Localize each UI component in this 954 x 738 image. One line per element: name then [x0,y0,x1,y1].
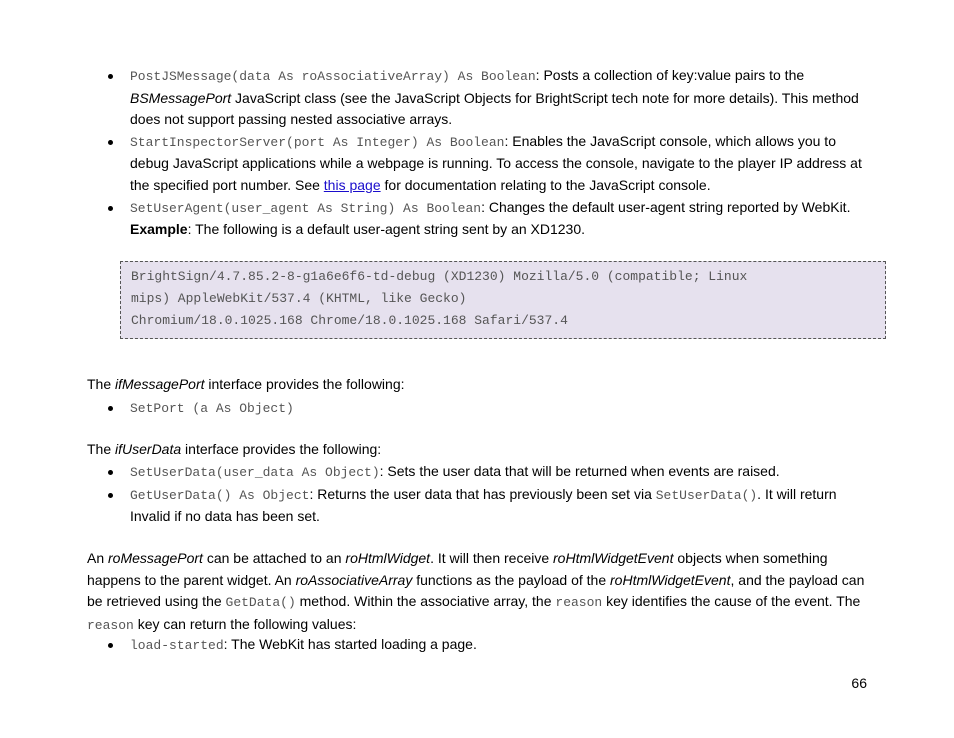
method-description-cont: . It will return Invalid if no data has been set. [130,485,837,525]
list-item [130,484,865,528]
object-name: roHtmlWidgetEvent [553,550,674,566]
para-text: key can return the following values: [133,615,357,632]
list-item [130,197,865,241]
msgport-intro [87,374,867,396]
para-text: , and the payload can be retrieved using the [87,571,865,610]
object-name: roAssociativeArray [295,571,413,588]
intro-text: interface provides the following: [204,376,405,392]
list-item [130,461,865,484]
inline-code: reason [87,617,134,633]
method-signature: GetUserData() As Object [130,487,310,503]
method-signature: SetUserAgent(user_agent As String) As Boolean [130,200,482,216]
para-text: method. Within the associative array, the [295,593,556,610]
inline-code: SetUserData() [655,487,758,503]
intro-text: The [87,376,116,392]
userdata-method-list [130,461,865,528]
reason-description: : The WebKit has started loading a page. [223,636,477,652]
example-label: Example [130,221,188,238]
list-item [130,397,865,420]
method-signature: StartInspectorServer(port As Integer) As Boolean [130,134,505,150]
roMessagePort-paragraph [87,548,867,636]
method-description: : Returns the user data that has previously been set via [309,485,656,502]
page-number: 66 [851,675,867,691]
method-description: : Enables the JavaScript console, which allows you to debug JavaScript applications while a webpage is running. To access the console, navigate to the player IP address at the specified port number. See [130,132,862,193]
bullet-icon [108,643,113,648]
code-line: Chromium/18.0.1025.168 Chrome/18.0.1025.168 Safari/537.4 [131,313,568,328]
class-name: BSMessagePort [130,89,232,106]
para-text: functions as the payload of the [412,571,611,588]
userdata-intro [87,439,867,461]
method-description: : Posts a collection of key:value pairs to the [535,67,805,83]
msgport-method-list [130,397,865,420]
bullet-icon [108,74,113,79]
list-item [130,634,865,657]
bullet-icon [108,140,113,145]
method-description-cont: for documentation relating to the JavaScript console. [380,176,711,193]
method-signature: SetPort (a As Object) [130,401,294,416]
user-agent-code-block [120,261,886,339]
inline-code: reason [555,595,603,611]
method-description-cont: JavaScript class (see the JavaScript Objects for BrightScript tech note for more details). This method does not support passing nested associative arrays. [130,89,859,128]
para-text: An [87,550,109,566]
intro-text: The [87,441,116,457]
this-page-link[interactable]: this page [323,176,381,193]
object-name: roHtmlWidget [345,550,431,566]
method-description: : Changes the default user-agent string reported by WebKit. [481,198,851,215]
list-item [130,131,865,197]
bullet-icon [108,470,113,475]
para-text: objects when something happens to the parent widget. An [87,550,828,588]
bullet-icon [108,206,113,211]
method-description: : Sets the user data that will be returned when events are raised. [379,463,780,479]
interface-name: ifMessagePort [115,376,205,392]
reason-value-list [130,634,865,657]
bullet-icon [108,406,113,411]
code-line: BrightSign/4.7.85.2-8-g1a6e6f6-td-debug (XD1230) Mozilla/5.0 (compatible; Linux [131,269,748,284]
interface-name: ifUserData [115,441,182,457]
code-line: mips) AppleWebKit/537.4 (KHTML, like Gecko) [131,291,467,306]
para-text: . It will then receive [430,550,554,566]
method-list-top [130,65,865,241]
list-item [130,65,865,131]
method-signature: SetUserData(user_data As Object) [130,465,380,480]
example-description: : The following is a default user-agent string sent by an XD1230. [187,221,586,238]
object-name: roMessagePort [108,550,203,566]
inline-code: GetData() [225,595,296,611]
method-signature: PostJSMessage(data As roAssociativeArray) As Boolean [130,69,536,84]
object-name: roHtmlWidgetEvent [610,571,731,588]
reason-value: load-started [130,638,224,653]
para-text: can be attached to an [202,550,346,566]
bullet-icon [108,493,113,498]
intro-text: interface provides the following: [181,441,382,457]
para-text: key identifies the cause of the event. The [602,593,861,610]
